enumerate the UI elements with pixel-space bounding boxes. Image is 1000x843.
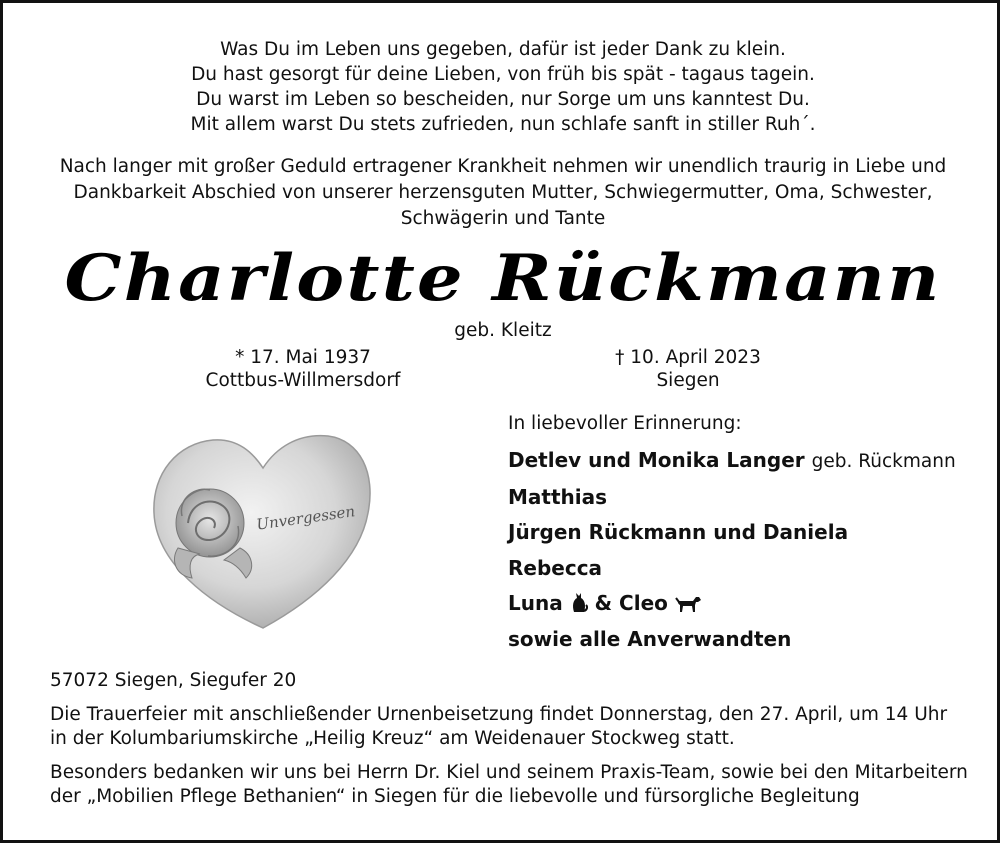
poem-line: Du hast gesorgt für deine Lieben, von früh bis spät - tagaus tagein. [191, 64, 815, 85]
poem [3, 37, 1000, 137]
member-note: geb. Rückmann [811, 451, 956, 472]
address: 57072 Siegen, Siegufer 20 [50, 670, 297, 691]
member-name: Detlev und Monika Langer [508, 448, 805, 472]
ceremony-line: Die Trauerfeier mit anschließender Urnenbeisetzung findet Donnerstag, den 27. April, um 14 Uhr [50, 704, 948, 725]
cat-icon [570, 591, 588, 613]
ceremony-line: in der Kolumbariumskirche „Heilig Kreuz“ am Weidenauer Stockweg statt. [50, 728, 735, 749]
maiden-name: geb. Kleitz [454, 320, 552, 341]
heart-inscription: Unvergessen [255, 502, 357, 534]
family-member: Jürgen Rückmann und Daniela [508, 520, 849, 544]
death-place: Siegen [656, 370, 720, 391]
pet-name: & Cleo [594, 591, 668, 615]
family-member: Rebecca [508, 555, 603, 580]
thanks-text [50, 761, 968, 809]
deceased-name: Charlotte Rückmann [64, 241, 942, 316]
intro-line: Dankbarkeit Abschied von unserer herzensguten Mutter, Schwiegermutter, Oma, Schwester, [73, 182, 933, 203]
pet-name: Luna [508, 591, 563, 615]
birth-place: Cottbus-Willmersdorf [205, 370, 401, 391]
family-list [508, 411, 956, 657]
death-info [548, 346, 828, 392]
family-member [508, 443, 956, 480]
family-closing: sowie alle Anverwandten [508, 626, 792, 651]
poem-line: Du warst im Leben so bescheiden, nur Sorge um uns kanntest Du. [196, 89, 810, 110]
dog-icon [675, 593, 703, 613]
birth-date: * 17. Mai 1937 [235, 347, 371, 368]
intro-line: Nach langer mit großer Geduld ertragener Krankheit nehmen wir unendlich traurig in Liebe und [59, 156, 947, 177]
intro-line: Schwägerin und Tante [400, 208, 606, 229]
poem-line: Was Du im Leben uns gegeben, dafür ist jeder Dank zu klein. [220, 39, 786, 60]
death-date: † 10. April 2023 [615, 347, 761, 368]
family-member: Matthias [508, 484, 608, 509]
stone-heart-image [148, 428, 378, 638]
intro-text [3, 154, 1000, 232]
ceremony-info [50, 703, 947, 751]
birth-info [163, 346, 443, 392]
thanks-line: der „Mobilien Pflege Bethanien“ in Siegen für die liebevolle und fürsorgliche Begleitung [50, 786, 860, 807]
poem-line: Mit allem warst Du stets zufrieden, nun schlafe sanft in stiller Ruh´. [190, 114, 816, 135]
pets-line [508, 586, 956, 622]
family-intro: In liebevoller Erinnerung: [508, 413, 742, 434]
thanks-line: Besonders bedanken wir uns bei Herrn Dr. Kiel und seinem Praxis-Team, sowie bei den Mitarbeitern [50, 762, 968, 783]
